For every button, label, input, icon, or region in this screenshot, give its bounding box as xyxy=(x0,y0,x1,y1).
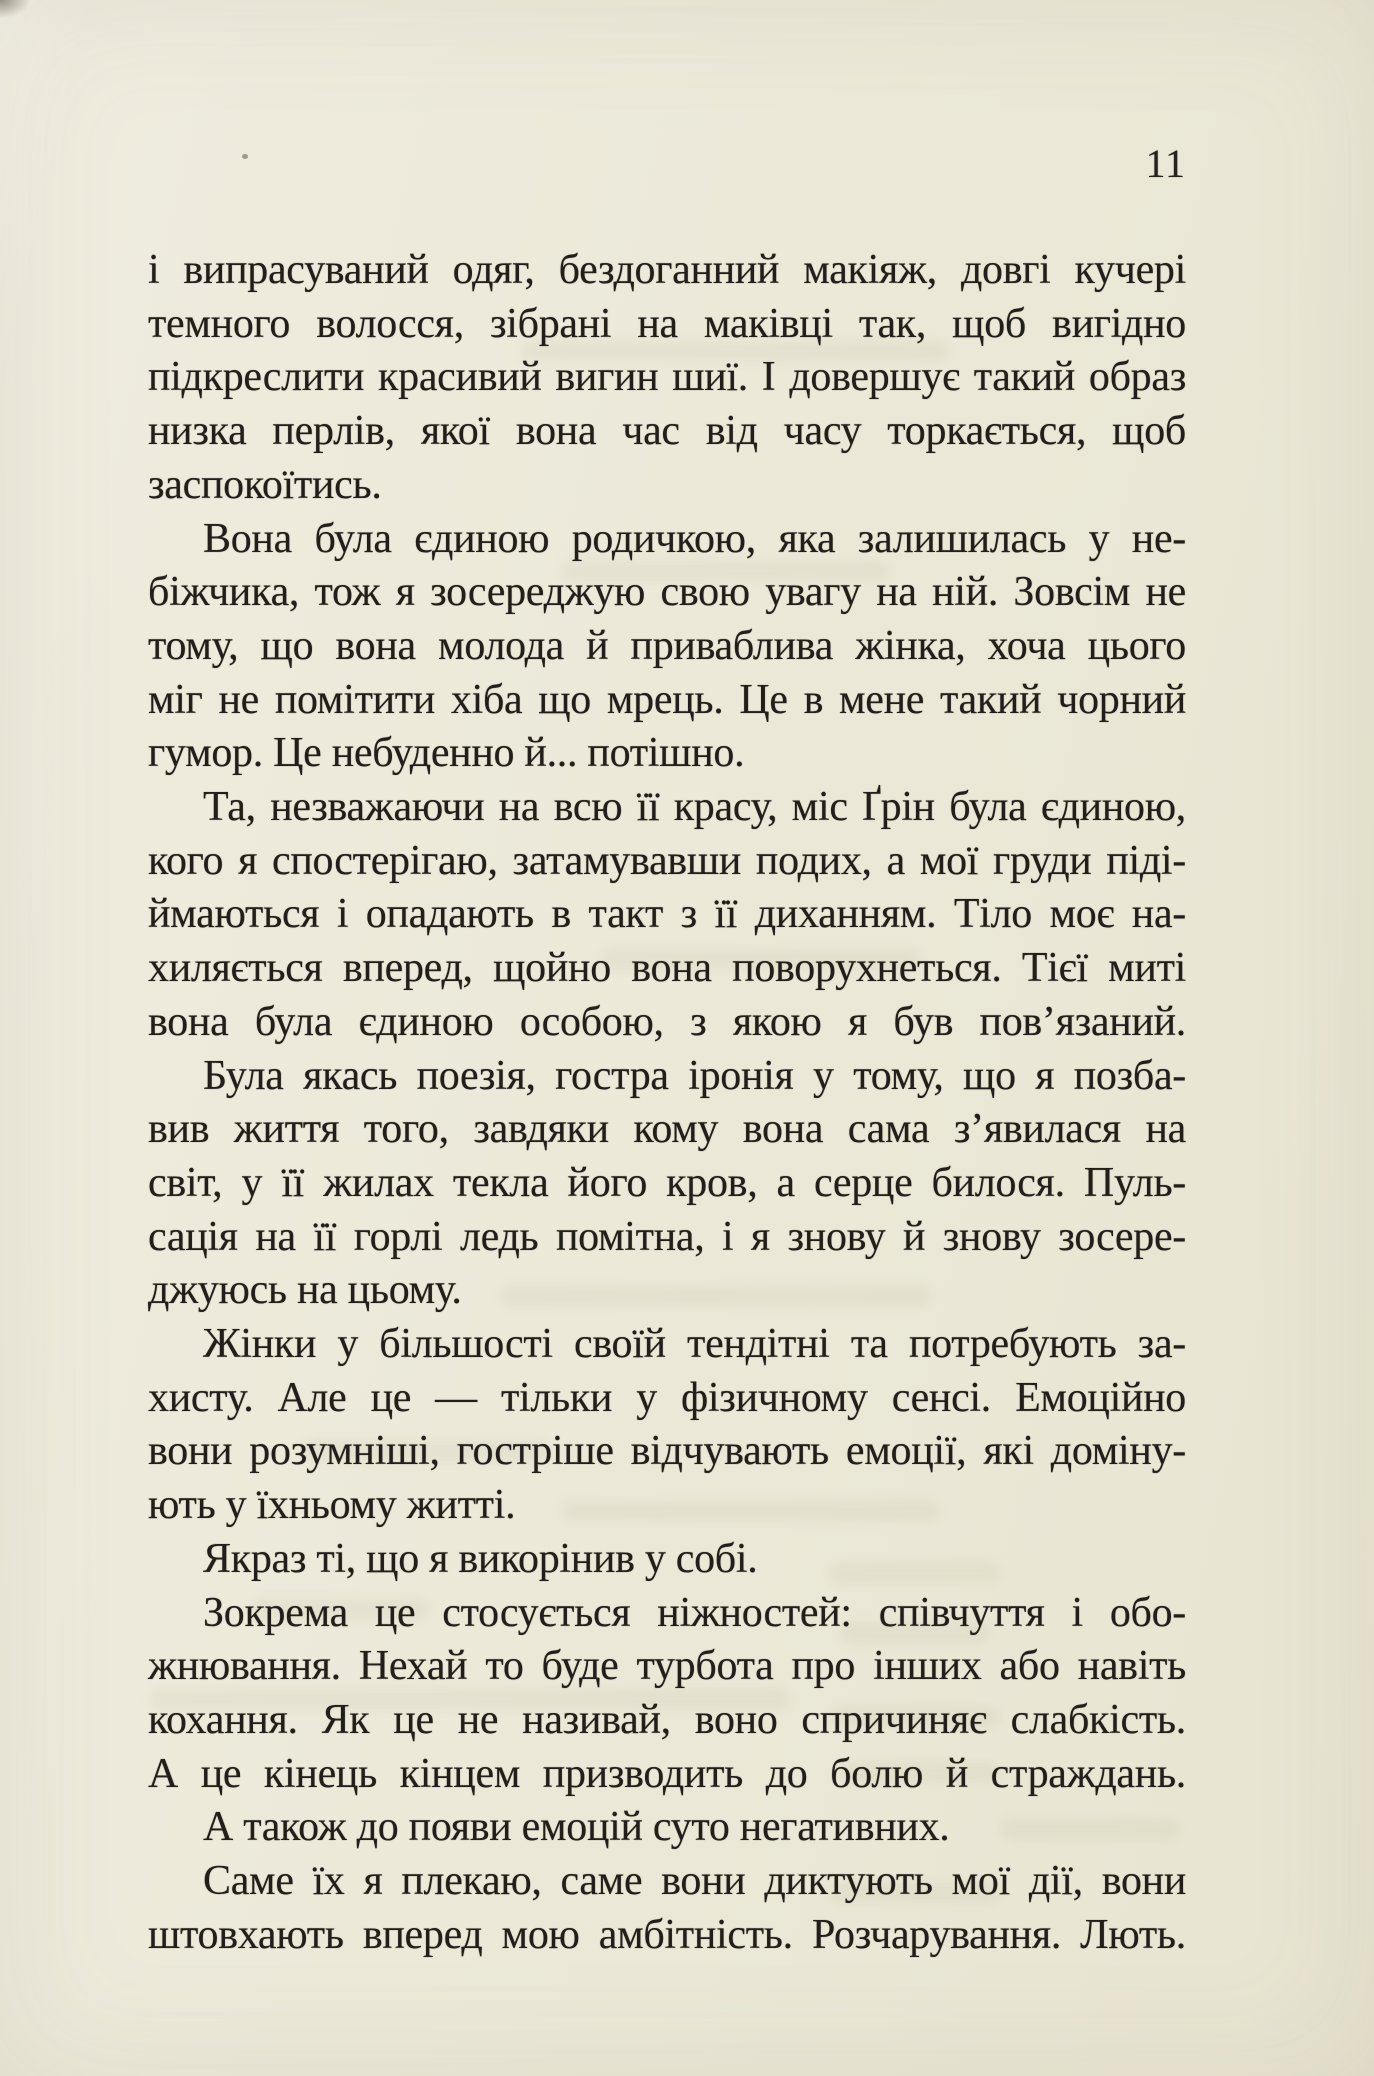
text-line-18: світ, у її жилах текла його кров, а серце билося. Пуль- xyxy=(148,1159,1186,1206)
text-line-21: Жінки у більшості своїй тендітні та потребують за- xyxy=(203,1321,1186,1368)
text-line-24: ють у їхньому житті. xyxy=(148,1482,516,1529)
ink-speck xyxy=(242,154,248,159)
text-line-13: ймаються і опадають в такт з її диханням. Тіло моє на- xyxy=(148,891,1186,938)
body-text xyxy=(148,244,1186,1963)
text-line-7: біжчика, тож я зосереджую свою увагу на ній. Зовсім не xyxy=(148,569,1186,616)
text-line-26: Зокрема це стосується ніжностей: співчуття і обо- xyxy=(203,1589,1186,1636)
text-line-31: Саме їх я плекаю, саме вони диктують мої дії, вони xyxy=(203,1858,1186,1905)
text-line-30: А також до появи емоцій суто негативних. xyxy=(203,1804,950,1851)
text-line-29: А це кінець кінцем призводить до болю й страждань. xyxy=(148,1750,1186,1797)
text-line-15: вона була єдиною особою, з якою я був пов’язаний. xyxy=(148,998,1186,1045)
text-line-9: міг не помітити хіба що мрець. Це в мене такий чорний xyxy=(148,676,1186,723)
text-line-27: жнювання. Нехай то буде турбота про інших або навіть xyxy=(148,1643,1186,1690)
text-line-6: Вона була єдиною родичкою, яка залишилась у не- xyxy=(203,515,1186,562)
text-line-16: Була якась поезія, гостра іронія у тому, що я позба- xyxy=(203,1052,1186,1099)
text-line-20: джуюсь на цьому. xyxy=(148,1267,462,1314)
text-line-12: кого я спостерігаю, затамувавши подих, а мої груди піді- xyxy=(148,837,1186,884)
text-line-19: сація на її горлі ледь помітна, і я знову й знову зосере- xyxy=(148,1213,1186,1260)
text-line-11: Та, незважаючи на всю її красу, міс Ґрін була єдиною, xyxy=(203,784,1186,831)
text-line-23: вони розумніші, гостріше відчувають емоції, які доміну- xyxy=(148,1428,1186,1475)
text-line-28: кохання. Як це не називай, воно спричиняє слабкість. xyxy=(148,1696,1186,1743)
text-line-14: хиляється вперед, щойно вона поворухнеться. Тієї миті xyxy=(148,945,1186,992)
text-line-2: темного волосся, зібрані на маківці так, щоб вигідно xyxy=(148,300,1186,347)
text-line-32: штовхають вперед мою амбітність. Розчарування. Лють. xyxy=(148,1911,1186,1958)
text-line-3: підкреслити красивий вигин шиї. І довершує такий образ xyxy=(148,354,1186,401)
text-line-8: тому, що вона молода й приваблива жінка, хоча цього xyxy=(148,622,1186,669)
text-line-4: низка перлів, якої вона час від часу торкається, щоб xyxy=(148,408,1186,455)
page-number: 11 xyxy=(1145,141,1186,186)
text-line-5: заспокоїтись. xyxy=(148,461,382,508)
text-line-17: вив життя того, завдяки кому вона сама з’явилася на xyxy=(148,1106,1186,1153)
page-corner-shadow xyxy=(0,0,30,18)
text-line-1: і випрасуваний одяг, бездоганний макіяж, довгі кучері xyxy=(148,247,1186,293)
text-line-25: Якраз ті, що я викорінив у собі. xyxy=(203,1535,758,1582)
text-line-22: хисту. Але це — тільки у фізичному сенсі. Емоційно xyxy=(148,1374,1186,1421)
text-line-10: гумор. Це небуденно й... потішно. xyxy=(148,730,745,777)
